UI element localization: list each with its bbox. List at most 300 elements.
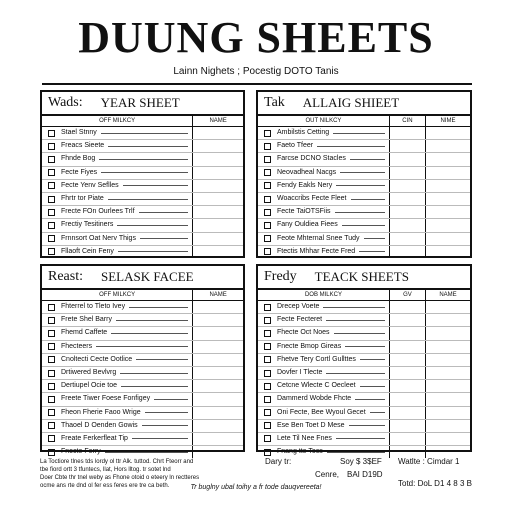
checkbox[interactable] (48, 156, 55, 163)
item-cell (258, 153, 389, 166)
leader-line (116, 320, 188, 321)
item-wrap (42, 140, 192, 152)
page-title: DUUNG SHEETS (78, 13, 434, 62)
sheet-header (258, 92, 470, 116)
table-row (42, 219, 243, 232)
checkbox[interactable] (264, 330, 271, 337)
checkbox[interactable] (48, 422, 55, 429)
checkbox[interactable] (48, 304, 55, 311)
item-cell (42, 179, 193, 192)
item-cell (258, 206, 389, 219)
checkbox[interactable] (48, 356, 55, 363)
table-row (258, 432, 470, 445)
table-row (42, 446, 243, 459)
leader-line (108, 199, 188, 200)
sheet-name: TEACK SHEETS (314, 269, 409, 284)
entry-cell[interactable] (389, 140, 425, 153)
item-label: Farcse DCNO Stacles (277, 155, 346, 163)
entry-cell[interactable] (193, 127, 243, 140)
entry-cell[interactable] (425, 340, 470, 353)
entry-cell[interactable] (193, 232, 243, 245)
notes-line: ocme ans rte dnd ol fer ess feres ere tre ca beth. (40, 483, 170, 489)
checkbox[interactable] (48, 370, 55, 377)
checkbox[interactable] (264, 370, 271, 377)
item-label: Ambilstis Cetting (277, 129, 330, 137)
checkbox[interactable] (48, 130, 55, 137)
entry-cell[interactable] (425, 179, 470, 192)
table-row (42, 127, 243, 140)
leader-line (105, 452, 189, 453)
item-cell (42, 127, 193, 140)
entry-cell[interactable] (425, 140, 470, 153)
sheet-name: YEAR SHEET (100, 95, 180, 110)
entry-cell[interactable] (389, 166, 425, 179)
checkbox[interactable] (48, 383, 55, 390)
item-cell (258, 406, 389, 419)
column-header: DOB MILKCY (258, 290, 389, 301)
leader-line (326, 320, 385, 321)
entry-cell[interactable] (389, 179, 425, 192)
entry-cell[interactable] (193, 192, 243, 205)
entry-cell[interactable] (425, 314, 470, 327)
entry-cell[interactable] (193, 419, 243, 432)
sheet-prefix: Fredy (264, 269, 297, 284)
item-cell (258, 140, 389, 153)
footer-note: Tr buglny ubal toihy a fr tode dauqvereeta! (190, 484, 322, 491)
leader-line (101, 133, 188, 134)
item-wrap (258, 420, 389, 432)
cene-value: BAI D19D (347, 470, 383, 479)
item-cell (42, 314, 193, 327)
entry-cell[interactable] (193, 432, 243, 445)
item-wrap (42, 206, 192, 218)
leader-line (345, 346, 385, 347)
leader-line (340, 172, 385, 173)
checkbox[interactable] (264, 317, 271, 324)
entry-cell[interactable] (389, 432, 425, 445)
entry-cell[interactable] (193, 314, 243, 327)
checkbox[interactable] (48, 317, 55, 324)
checkbox[interactable] (264, 222, 271, 229)
entry-cell[interactable] (425, 406, 470, 419)
title-rule (42, 83, 472, 85)
item-cell (42, 366, 193, 379)
item-cell (258, 327, 389, 340)
item-cell (258, 245, 389, 258)
sheet-allaig (256, 90, 472, 258)
table-row (258, 327, 470, 340)
leader-line (360, 386, 385, 387)
item-wrap (42, 393, 192, 405)
entry-cell[interactable] (389, 393, 425, 406)
entry-cell[interactable] (425, 192, 470, 205)
item-wrap (258, 407, 389, 419)
leader-line (120, 373, 188, 374)
entry-cell[interactable] (389, 206, 425, 219)
item-label: Drtiwered Bevlvrg (61, 369, 117, 377)
entry-cell[interactable] (193, 140, 243, 153)
entry-cell[interactable] (425, 127, 470, 140)
table-row (42, 366, 243, 379)
checkbox[interactable] (264, 343, 271, 350)
table-row (258, 393, 470, 406)
day-label: Dary tr: (265, 457, 292, 466)
cene-label: Cenre, (315, 470, 340, 479)
entry-cell[interactable] (425, 327, 470, 340)
entry-cell[interactable] (389, 232, 425, 245)
sheet-prefix: Wads: (48, 95, 83, 110)
entry-cell[interactable] (425, 232, 470, 245)
entry-cell[interactable] (389, 327, 425, 340)
item-label: Cetcne Wlecte C Oecleet (277, 382, 356, 390)
item-cell (42, 393, 193, 406)
item-wrap (42, 233, 192, 245)
table-row (258, 353, 470, 366)
entry-cell[interactable] (193, 366, 243, 379)
leader-line (99, 159, 188, 160)
leader-line (101, 172, 188, 173)
leader-line (364, 238, 385, 239)
table-row (258, 127, 470, 140)
sheet-header (258, 266, 470, 290)
entry-cell[interactable] (193, 179, 243, 192)
sheet-header (42, 266, 243, 290)
leader-line (118, 251, 188, 252)
leader-line (132, 438, 188, 439)
table-row (42, 432, 243, 445)
item-cell (42, 380, 193, 393)
entry-cell[interactable] (425, 301, 470, 314)
item-cell (42, 153, 193, 166)
table-row (258, 140, 470, 153)
checkbox[interactable] (264, 143, 271, 150)
entry-cell[interactable] (193, 245, 243, 258)
table-row (258, 314, 470, 327)
leader-line (111, 333, 188, 334)
item-wrap (42, 127, 192, 139)
item-label: Fecte Fiyes (61, 168, 98, 176)
checkbox[interactable] (264, 396, 271, 403)
entry-cell[interactable] (193, 219, 243, 232)
table-row (258, 219, 470, 232)
item-wrap (258, 354, 389, 366)
entry-cell[interactable] (389, 245, 425, 258)
item-label: Dovfer I Tlecte (277, 369, 323, 377)
checkbox[interactable] (48, 169, 55, 176)
item-label: Stael Stnny (61, 129, 97, 137)
checkbox[interactable] (48, 196, 55, 203)
entry-cell[interactable] (193, 166, 243, 179)
leader-line (355, 399, 385, 400)
checkbox[interactable] (264, 209, 271, 216)
checkbox[interactable] (48, 143, 55, 150)
item-wrap (258, 206, 389, 218)
checkbox[interactable] (48, 409, 55, 416)
item-label: Woaccribs Fecte Fleet (277, 195, 347, 203)
item-wrap (42, 341, 192, 353)
table-row (258, 301, 470, 314)
leader-line (139, 212, 189, 213)
table-row (258, 340, 470, 353)
column-header: OFF MILKCY (42, 290, 193, 301)
item-label: Drecep Voete (277, 303, 320, 311)
table-row (42, 419, 243, 432)
checkbox[interactable] (264, 169, 271, 176)
sheet-header (42, 92, 243, 116)
entry-cell[interactable] (389, 301, 425, 314)
table-row (258, 232, 470, 245)
checkbox[interactable] (264, 409, 271, 416)
entry-cell[interactable] (389, 192, 425, 205)
item-label: Fhnde Bog (61, 155, 96, 163)
item-label: Fecte TaiOTSFiis (277, 208, 331, 216)
checkbox[interactable] (48, 435, 55, 442)
item-label: Fhetve Tery Cortl Gullttes (277, 355, 356, 363)
entry-cell[interactable] (389, 314, 425, 327)
item-wrap (258, 367, 389, 379)
checkbox[interactable] (264, 435, 271, 442)
checkbox[interactable] (264, 356, 271, 363)
item-label: Dertiupel Ocie toe (61, 382, 118, 390)
checkbox[interactable] (264, 156, 271, 163)
item-cell (42, 192, 193, 205)
item-label: Freacs Sieete (61, 142, 105, 150)
item-wrap (42, 219, 192, 231)
leader-line (349, 425, 385, 426)
table-row (258, 206, 470, 219)
item-cell (42, 140, 193, 153)
item-wrap (42, 407, 192, 419)
entry-cell[interactable] (389, 406, 425, 419)
leader-line (336, 185, 385, 186)
entry-cell[interactable] (389, 127, 425, 140)
item-label: Frectiy Tesitiners (61, 221, 114, 229)
item-label: Fnecte Bmop Gireas (277, 342, 342, 350)
item-label: Neovadheal Nacgs (277, 168, 337, 176)
item-label: Frnnsort Oat Nerv Thigs (61, 234, 136, 242)
item-wrap (258, 246, 389, 258)
item-cell (258, 380, 389, 393)
day-value: Soy $ 3$EF (340, 457, 382, 466)
checkbox[interactable] (48, 222, 55, 229)
checkbox[interactable] (264, 235, 271, 242)
sheet-selask (40, 264, 245, 456)
sheet-prefix: Tak (264, 95, 285, 110)
table-row (42, 314, 243, 327)
item-label: Thaoel D Oenden Gowis (61, 421, 138, 429)
table-row (42, 327, 243, 340)
leader-line (140, 238, 188, 239)
table-row (42, 245, 243, 258)
item-label: Fnang tte Tocs (277, 448, 323, 456)
total-label: Totd: DoL D1 4 8 3 B (398, 479, 472, 488)
item-cell (258, 192, 389, 205)
item-label: Dammerd Wobde Fhcte (277, 395, 352, 403)
leader-line (335, 212, 385, 213)
entry-cell[interactable] (193, 406, 243, 419)
entry-cell[interactable] (193, 206, 243, 219)
leader-line (327, 452, 385, 453)
leader-line (145, 412, 189, 413)
entry-cell[interactable] (193, 153, 243, 166)
item-label: Fecte Yenv Seflles (61, 181, 119, 189)
item-wrap (258, 314, 389, 326)
entry-cell[interactable] (425, 219, 470, 232)
entry-cell[interactable] (425, 380, 470, 393)
item-wrap (42, 420, 192, 432)
item-wrap (258, 341, 389, 353)
item-cell (258, 127, 389, 140)
table-row (42, 406, 243, 419)
checkbox[interactable] (264, 383, 271, 390)
entry-cell[interactable] (389, 340, 425, 353)
item-label: Fhecteers (61, 342, 93, 350)
item-wrap (258, 327, 389, 339)
checkbox[interactable] (48, 449, 55, 456)
item-cell (258, 340, 389, 353)
table-row (258, 406, 470, 419)
checkbox[interactable] (264, 196, 271, 203)
item-wrap (258, 233, 389, 245)
table-row (258, 419, 470, 432)
checkbox[interactable] (48, 343, 55, 350)
leader-line (154, 399, 188, 400)
leader-line (359, 251, 385, 252)
table-row (42, 206, 243, 219)
item-wrap (42, 153, 192, 165)
table-row (42, 192, 243, 205)
checkbox[interactable] (48, 235, 55, 242)
leader-line (360, 359, 385, 360)
checkbox[interactable] (48, 396, 55, 403)
item-wrap (42, 433, 192, 445)
notes-line: Doer Cbte thr tnel weby as Fhone otoid o eteery ln rectteres (40, 475, 200, 481)
leader-line (350, 159, 385, 160)
checkbox[interactable] (48, 182, 55, 189)
item-cell (42, 245, 193, 258)
entry-cell[interactable] (193, 340, 243, 353)
entry-cell[interactable] (389, 353, 425, 366)
table-row (258, 245, 470, 258)
item-label: Fhterrel to Tleto Ivey (61, 303, 126, 311)
leader-line (129, 307, 188, 308)
checkbox[interactable] (264, 130, 271, 137)
entry-cell[interactable] (389, 366, 425, 379)
item-wrap (42, 327, 192, 339)
item-label: Oni Fecte, Bee Wyoul Gecet (277, 408, 366, 416)
leader-line (136, 359, 188, 360)
table-row (42, 140, 243, 153)
column-header: NAME (193, 290, 243, 301)
entry-cell[interactable] (425, 245, 470, 258)
item-cell (42, 446, 193, 459)
table-row (42, 179, 243, 192)
entry-cell[interactable] (389, 153, 425, 166)
table-row (258, 166, 470, 179)
item-wrap (258, 380, 389, 392)
table-row (42, 393, 243, 406)
column-header: NIME (425, 116, 470, 127)
entry-cell[interactable] (389, 419, 425, 432)
column-header: GV (389, 290, 425, 301)
item-wrap (258, 393, 389, 405)
entry-cell[interactable] (425, 153, 470, 166)
item-wrap (258, 153, 389, 165)
item-label: Ese Ben Toet D Mese (277, 421, 345, 429)
table-row (42, 380, 243, 393)
checkbox[interactable] (264, 449, 271, 456)
entry-cell[interactable] (193, 393, 243, 406)
checkbox[interactable] (48, 248, 55, 255)
leader-line (317, 146, 385, 147)
column-header: NAME (193, 116, 243, 127)
item-cell (258, 166, 389, 179)
entry-cell[interactable] (425, 166, 470, 179)
entry-cell[interactable] (425, 393, 470, 406)
item-wrap (258, 219, 389, 231)
entry-cell[interactable] (193, 446, 243, 459)
sheet-rows (258, 301, 470, 459)
entry-cell[interactable] (193, 301, 243, 314)
sheet-name: ALLAIG SHIEET (302, 95, 400, 110)
entry-cell[interactable] (193, 380, 243, 393)
item-wrap (258, 180, 389, 192)
entry-cell[interactable] (389, 380, 425, 393)
checkbox[interactable] (264, 248, 271, 255)
table-row (42, 353, 243, 366)
item-wrap (42, 167, 192, 179)
checkbox[interactable] (48, 209, 55, 216)
item-wrap (42, 301, 192, 313)
checkbox[interactable] (264, 422, 271, 429)
entry-cell[interactable] (389, 219, 425, 232)
item-wrap (42, 193, 192, 205)
item-cell (42, 353, 193, 366)
entry-cell[interactable] (193, 327, 243, 340)
checkbox[interactable] (48, 330, 55, 337)
item-cell (258, 353, 389, 366)
checkbox[interactable] (264, 182, 271, 189)
item-label: Freete Tiwer Foese Fonfigey (61, 395, 151, 403)
item-cell (42, 219, 193, 232)
item-label: Fecte Fecteret (277, 316, 323, 324)
item-cell (42, 166, 193, 179)
item-wrap (42, 354, 192, 366)
entry-cell[interactable] (425, 353, 470, 366)
checkbox[interactable] (264, 304, 271, 311)
entry-cell[interactable] (193, 353, 243, 366)
item-wrap (258, 433, 389, 445)
sheet-prefix: Reast: (48, 269, 83, 284)
item-label: Fhecte Oct Noes (277, 329, 330, 337)
entry-cell[interactable] (425, 419, 470, 432)
entry-cell[interactable] (425, 206, 470, 219)
table-row (42, 340, 243, 353)
leader-line (334, 333, 385, 334)
item-cell (42, 406, 193, 419)
entry-cell[interactable] (425, 432, 470, 445)
item-cell (42, 327, 193, 340)
item-cell (258, 419, 389, 432)
item-wrap (258, 301, 389, 313)
entry-cell[interactable] (425, 366, 470, 379)
item-label: Fany Ouldiea Fiees (277, 221, 338, 229)
item-cell (42, 340, 193, 353)
sheet-table (258, 116, 470, 258)
table-row (42, 153, 243, 166)
table-row (258, 153, 470, 166)
sheet-name: SELASK FACEE (101, 269, 194, 284)
